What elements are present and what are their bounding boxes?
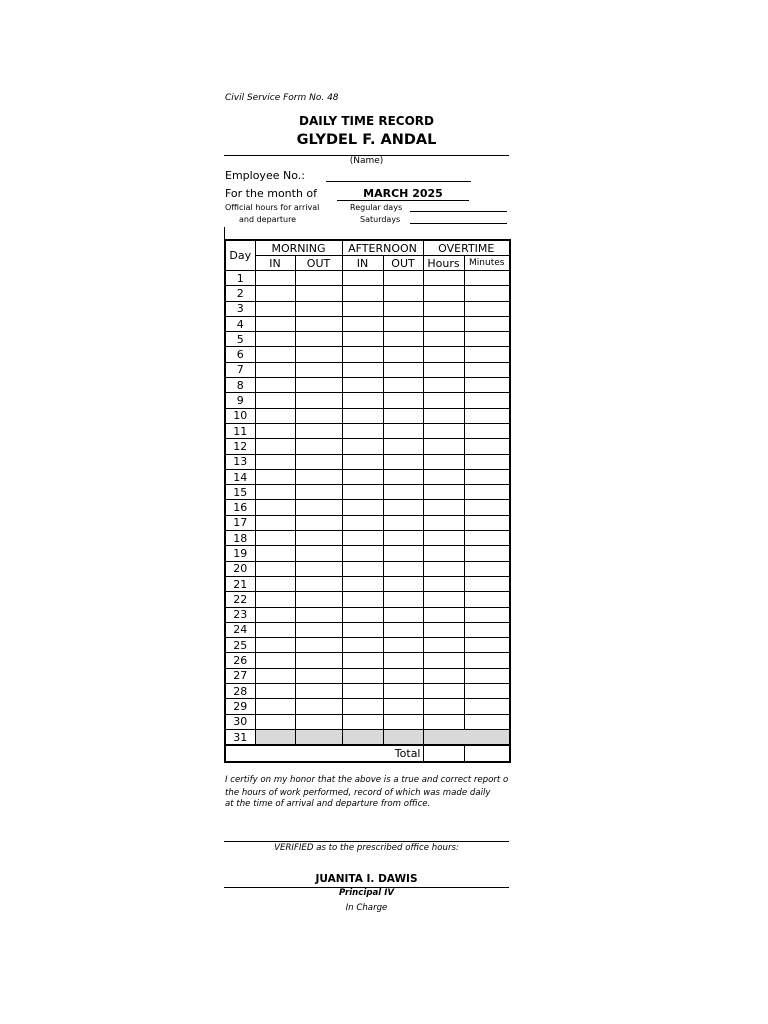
afternoon-in-cell[interactable] (342, 576, 383, 591)
afternoon-in-cell[interactable] (342, 485, 383, 500)
afternoon-out-cell[interactable] (383, 439, 423, 454)
afternoon-in-cell[interactable] (342, 408, 383, 423)
morning-out-cell[interactable] (295, 485, 342, 500)
morning-out-cell[interactable] (295, 378, 342, 393)
afternoon-out-cell[interactable] (383, 638, 423, 653)
day-number: 11 (225, 423, 255, 438)
afternoon-in-cell[interactable] (342, 500, 383, 515)
morning-header: MORNING (255, 240, 342, 256)
table-row (225, 699, 510, 714)
morning-out-cell[interactable] (295, 271, 342, 286)
morning-out-cell[interactable] (295, 729, 342, 745)
month-label: For the month of (225, 187, 318, 200)
overtime-minutes-cell[interactable] (464, 561, 510, 576)
day-number: 1 (225, 271, 255, 286)
day-number: 21 (225, 576, 255, 591)
afternoon-out-cell[interactable] (383, 362, 423, 377)
overtime-hours-cell[interactable] (423, 347, 464, 362)
overtime-hours-cell[interactable] (423, 576, 464, 591)
afternoon-out-cell[interactable] (383, 684, 423, 699)
morning-in-cell[interactable] (255, 622, 295, 637)
afternoon-out-cell[interactable] (383, 576, 423, 591)
afternoon-out-cell[interactable] (383, 347, 423, 362)
overtime-hours-cell[interactable] (423, 592, 464, 607)
table-row (225, 347, 510, 362)
verifier-role: In Charge (345, 903, 388, 913)
morning-out-cell[interactable] (295, 454, 342, 469)
table-row (225, 729, 510, 745)
table-row (225, 653, 510, 668)
day-number: 27 (225, 668, 255, 683)
table-row (225, 469, 510, 484)
total-hours-cell[interactable] (423, 745, 464, 761)
afternoon-header: AFTERNOON (342, 240, 423, 256)
table-row (225, 408, 510, 423)
morning-in-cell[interactable] (255, 485, 295, 500)
morning-in-cell[interactable] (255, 301, 295, 316)
table-row (225, 638, 510, 653)
morning-in-cell[interactable] (255, 531, 295, 546)
overtime-hours-cell[interactable] (423, 362, 464, 377)
overtime-minutes-cell[interactable] (464, 469, 510, 484)
table-row (225, 423, 510, 438)
afternoon-in-cell[interactable] (342, 347, 383, 362)
afternoon-in-cell[interactable] (342, 423, 383, 438)
morning-out-cell[interactable] (295, 439, 342, 454)
overtime-minutes-cell[interactable] (464, 347, 510, 362)
certify-line-2: the hours of work performed, record of which was made daily (225, 788, 491, 798)
afternoon-in-cell[interactable] (342, 607, 383, 622)
afternoon-in-cell[interactable] (342, 439, 383, 454)
morning-in-cell[interactable] (255, 454, 295, 469)
overtime-minutes-cell[interactable] (464, 439, 510, 454)
afternoon-in-cell[interactable] (342, 638, 383, 653)
table-row (225, 515, 510, 530)
morning-in-cell[interactable] (255, 378, 295, 393)
morning-out-header: OUT (295, 256, 342, 271)
morning-in-cell[interactable] (255, 469, 295, 484)
morning-out-cell[interactable] (295, 561, 342, 576)
table-row (225, 485, 510, 500)
afternoon-in-cell[interactable] (342, 393, 383, 408)
morning-out-cell[interactable] (295, 638, 342, 653)
overtime-hours-cell[interactable] (423, 546, 464, 561)
morning-in-cell[interactable] (255, 271, 295, 286)
morning-out-cell[interactable] (295, 515, 342, 530)
verified-text: VERIFIED as to the prescribed office hours: (274, 843, 459, 853)
overtime-hours-cell[interactable] (423, 332, 464, 347)
overtime-hours-cell[interactable] (423, 271, 464, 286)
afternoon-in-cell[interactable] (342, 561, 383, 576)
afternoon-in-cell[interactable] (342, 469, 383, 484)
table-row (225, 500, 510, 515)
table-row (225, 393, 510, 408)
day-number: 19 (225, 546, 255, 561)
table-row (225, 454, 510, 469)
overtime-hours-cell[interactable] (423, 393, 464, 408)
overtime-minutes-cell[interactable] (464, 423, 510, 438)
table-row (225, 576, 510, 591)
overtime-hours-cell[interactable] (423, 531, 464, 546)
afternoon-out-header: OUT (383, 256, 423, 271)
afternoon-out-cell[interactable] (383, 515, 423, 530)
overtime-minutes-cell[interactable] (464, 638, 510, 653)
overtime-hours-cell[interactable] (423, 714, 464, 729)
morning-in-cell[interactable] (255, 347, 295, 362)
morning-in-cell[interactable] (255, 286, 295, 301)
table-row (225, 316, 510, 331)
morning-in-cell[interactable] (255, 607, 295, 622)
afternoon-out-cell[interactable] (383, 592, 423, 607)
table-row (225, 714, 510, 729)
afternoon-out-cell[interactable] (383, 653, 423, 668)
overtime-minutes-cell[interactable] (464, 546, 510, 561)
employee-no-label: Employee No.: (225, 169, 305, 182)
overtime-hours-cell[interactable] (423, 561, 464, 576)
day-number: 13 (225, 454, 255, 469)
overtime-minutes-cell[interactable] (464, 316, 510, 331)
overtime-hours-cell[interactable] (423, 439, 464, 454)
overtime-hours-cell[interactable] (423, 638, 464, 653)
form-number: Civil Service Form No. 48 (225, 93, 339, 103)
certify-line-1: I certify on my honor that the above is a true and correct report o (225, 775, 509, 785)
day-number: 8 (225, 378, 255, 393)
afternoon-out-cell[interactable] (383, 393, 423, 408)
day-number: 5 (225, 332, 255, 347)
afternoon-in-cell[interactable] (342, 714, 383, 729)
name-caption: (Name) (349, 156, 384, 166)
overtime-minutes-cell[interactable] (464, 362, 510, 377)
day-number: 28 (225, 684, 255, 699)
day-number: 30 (225, 714, 255, 729)
afternoon-in-cell[interactable] (342, 546, 383, 561)
morning-in-cell[interactable] (255, 729, 295, 745)
morning-in-cell[interactable] (255, 515, 295, 530)
overtime-minutes-cell[interactable] (464, 500, 510, 515)
afternoon-in-cell[interactable] (342, 271, 383, 286)
morning-in-cell[interactable] (255, 592, 295, 607)
verifier-name: JUANITA I. DAWIS (315, 873, 418, 885)
afternoon-out-cell[interactable] (383, 301, 423, 316)
regular-days-label: Regular days (350, 203, 403, 212)
overtime-hours-cell[interactable] (423, 469, 464, 484)
morning-out-cell[interactable] (295, 699, 342, 714)
afternoon-in-cell[interactable] (342, 668, 383, 683)
morning-out-cell[interactable] (295, 408, 342, 423)
morning-out-cell[interactable] (295, 393, 342, 408)
overtime-minutes-cell[interactable] (464, 332, 510, 347)
overtime-hours-cell[interactable] (423, 653, 464, 668)
morning-out-cell[interactable] (295, 301, 342, 316)
afternoon-in-cell[interactable] (342, 362, 383, 377)
morning-out-cell[interactable] (295, 668, 342, 683)
day-number: 2 (225, 286, 255, 301)
afternoon-out-cell[interactable] (383, 469, 423, 484)
official-hours-label-2: and departure (239, 215, 297, 224)
overtime-minutes-cell[interactable] (464, 393, 510, 408)
morning-in-cell[interactable] (255, 561, 295, 576)
morning-in-cell[interactable] (255, 638, 295, 653)
table-row (225, 546, 510, 561)
form-title: DAILY TIME RECORD (299, 114, 434, 128)
afternoon-in-cell[interactable] (342, 684, 383, 699)
afternoon-out-cell[interactable] (383, 531, 423, 546)
overtime-minutes-cell[interactable] (464, 714, 510, 729)
regular-days-field (410, 211, 507, 212)
afternoon-out-cell[interactable] (383, 316, 423, 331)
day-number: 17 (225, 515, 255, 530)
afternoon-in-cell[interactable] (342, 699, 383, 714)
overtime-hours-cell[interactable] (423, 515, 464, 530)
overtime-hours-cell[interactable] (423, 286, 464, 301)
overtime-minutes-cell[interactable] (464, 668, 510, 683)
morning-in-cell[interactable] (255, 653, 295, 668)
day-number: 25 (225, 638, 255, 653)
afternoon-out-cell[interactable] (383, 271, 423, 286)
afternoon-in-cell[interactable] (342, 622, 383, 637)
afternoon-in-cell[interactable] (342, 286, 383, 301)
day-number: 26 (225, 653, 255, 668)
morning-out-cell[interactable] (295, 714, 342, 729)
morning-in-cell[interactable] (255, 316, 295, 331)
overtime-minutes-cell[interactable] (464, 378, 510, 393)
overtime-minutes-cell[interactable] (464, 454, 510, 469)
morning-out-cell[interactable] (295, 469, 342, 484)
day-number: 10 (225, 408, 255, 423)
overtime-minutes-cell[interactable] (464, 576, 510, 591)
morning-out-cell[interactable] (295, 684, 342, 699)
overtime-minutes-cell[interactable] (464, 622, 510, 637)
overtime-hours-cell[interactable] (423, 485, 464, 500)
day-number: 6 (225, 347, 255, 362)
day-number: 14 (225, 469, 255, 484)
day-number: 7 (225, 362, 255, 377)
afternoon-in-cell[interactable] (342, 653, 383, 668)
month-value: MARCH 2025 (363, 187, 443, 200)
afternoon-out-cell[interactable] (383, 500, 423, 515)
morning-out-cell[interactable] (295, 622, 342, 637)
overtime-minutes-cell[interactable] (464, 286, 510, 301)
overtime-minutes-cell[interactable] (464, 653, 510, 668)
day-number: 9 (225, 393, 255, 408)
overtime-minutes-cell[interactable] (464, 699, 510, 714)
day-number: 3 (225, 301, 255, 316)
afternoon-out-cell[interactable] (383, 622, 423, 637)
morning-out-cell[interactable] (295, 653, 342, 668)
morning-in-header: IN (255, 256, 295, 271)
table-row (225, 684, 510, 699)
overtime-minutes-header: Minutes (464, 256, 510, 271)
afternoon-out-cell[interactable] (383, 546, 423, 561)
overtime-hours-cell[interactable] (423, 378, 464, 393)
overtime-header: OVERTIME (423, 240, 510, 256)
morning-in-cell[interactable] (255, 332, 295, 347)
morning-out-cell[interactable] (295, 576, 342, 591)
morning-in-cell[interactable] (255, 684, 295, 699)
overtime-hours-cell[interactable] (423, 301, 464, 316)
morning-out-cell[interactable] (295, 546, 342, 561)
afternoon-out-cell[interactable] (383, 607, 423, 622)
overtime-minutes-cell[interactable] (464, 607, 510, 622)
overtime-cell[interactable] (423, 729, 510, 745)
overtime-minutes-cell[interactable] (464, 684, 510, 699)
employee-name: GLYDEL F. ANDAL (296, 132, 437, 148)
day-number: 15 (225, 485, 255, 500)
table-row (225, 561, 510, 576)
afternoon-in-cell[interactable] (342, 332, 383, 347)
afternoon-in-cell[interactable] (342, 531, 383, 546)
morning-out-cell[interactable] (295, 316, 342, 331)
afternoon-out-cell[interactable] (383, 561, 423, 576)
morning-out-cell[interactable] (295, 531, 342, 546)
morning-in-cell[interactable] (255, 714, 295, 729)
table-row (225, 607, 510, 622)
afternoon-in-cell[interactable] (342, 592, 383, 607)
time-record-table (224, 239, 511, 763)
overtime-hours-cell[interactable] (423, 500, 464, 515)
morning-out-cell[interactable] (295, 286, 342, 301)
afternoon-out-cell[interactable] (383, 423, 423, 438)
day-number: 31 (225, 729, 255, 745)
day-number: 4 (225, 316, 255, 331)
day-number: 24 (225, 622, 255, 637)
morning-in-cell[interactable] (255, 576, 295, 591)
afternoon-out-cell[interactable] (383, 454, 423, 469)
overtime-minutes-cell[interactable] (464, 485, 510, 500)
afternoon-in-cell[interactable] (342, 515, 383, 530)
morning-out-cell[interactable] (295, 500, 342, 515)
afternoon-in-header: IN (342, 256, 383, 271)
table-row (225, 592, 510, 607)
total-minutes-cell[interactable] (464, 745, 510, 761)
afternoon-in-cell[interactable] (342, 378, 383, 393)
overtime-hours-cell[interactable] (423, 408, 464, 423)
table-row (225, 622, 510, 637)
overtime-hours-cell[interactable] (423, 423, 464, 438)
afternoon-out-cell[interactable] (383, 699, 423, 714)
afternoon-out-cell[interactable] (383, 332, 423, 347)
morning-out-cell[interactable] (295, 347, 342, 362)
morning-out-cell[interactable] (295, 423, 342, 438)
overtime-minutes-cell[interactable] (464, 408, 510, 423)
overtime-minutes-cell[interactable] (464, 301, 510, 316)
certify-line-3: at the time of arrival and departure from office. (225, 799, 431, 809)
day-number: 22 (225, 592, 255, 607)
table-row (225, 378, 510, 393)
day-number: 16 (225, 500, 255, 515)
overtime-minutes-cell[interactable] (464, 271, 510, 286)
afternoon-in-cell[interactable] (342, 729, 383, 745)
overtime-minutes-cell[interactable] (464, 515, 510, 530)
afternoon-out-cell[interactable] (383, 286, 423, 301)
morning-in-cell[interactable] (255, 546, 295, 561)
verifier-position: Principal IV (338, 888, 395, 898)
morning-in-cell[interactable] (255, 362, 295, 377)
overtime-hours-header: Hours (423, 256, 464, 271)
morning-in-cell[interactable] (255, 439, 295, 454)
overtime-hours-cell[interactable] (423, 316, 464, 331)
table-row (225, 301, 510, 316)
table-row (225, 531, 510, 546)
day-number: 20 (225, 561, 255, 576)
overtime-hours-cell[interactable] (423, 622, 464, 637)
left-tick (224, 227, 225, 239)
day-number: 29 (225, 699, 255, 714)
morning-in-cell[interactable] (255, 393, 295, 408)
afternoon-in-cell[interactable] (342, 454, 383, 469)
total-label: Total (225, 745, 423, 761)
morning-out-cell[interactable] (295, 592, 342, 607)
afternoon-in-cell[interactable] (342, 301, 383, 316)
overtime-hours-cell[interactable] (423, 454, 464, 469)
morning-out-cell[interactable] (295, 362, 342, 377)
overtime-hours-cell[interactable] (423, 668, 464, 683)
day-header: Day (225, 240, 255, 271)
employee-no-field (326, 181, 471, 182)
morning-in-cell[interactable] (255, 668, 295, 683)
overtime-hours-cell[interactable] (423, 684, 464, 699)
day-number: 18 (225, 531, 255, 546)
day-number: 23 (225, 607, 255, 622)
afternoon-out-cell[interactable] (383, 408, 423, 423)
afternoon-in-cell[interactable] (342, 316, 383, 331)
total-row (225, 745, 510, 761)
saturdays-label: Saturdays (360, 215, 401, 224)
overtime-hours-cell[interactable] (423, 699, 464, 714)
afternoon-out-cell[interactable] (383, 485, 423, 500)
month-underline (337, 200, 469, 201)
morning-out-cell[interactable] (295, 332, 342, 347)
afternoon-out-cell[interactable] (383, 729, 423, 745)
afternoon-out-cell[interactable] (383, 668, 423, 683)
official-hours-label-1: Official hours for arrival (225, 203, 320, 212)
employee-signature-line (224, 841, 509, 842)
overtime-hours-cell[interactable] (423, 607, 464, 622)
table-row (225, 332, 510, 347)
saturdays-field (410, 223, 507, 224)
table-row (225, 362, 510, 377)
morning-in-cell[interactable] (255, 699, 295, 714)
afternoon-out-cell[interactable] (383, 378, 423, 393)
afternoon-out-cell[interactable] (383, 714, 423, 729)
table-row (225, 439, 510, 454)
overtime-minutes-cell[interactable] (464, 592, 510, 607)
morning-in-cell[interactable] (255, 408, 295, 423)
morning-in-cell[interactable] (255, 500, 295, 515)
morning-in-cell[interactable] (255, 423, 295, 438)
table-row (225, 286, 510, 301)
overtime-minutes-cell[interactable] (464, 531, 510, 546)
table-row (225, 271, 510, 286)
table-row (225, 668, 510, 683)
morning-out-cell[interactable] (295, 607, 342, 622)
day-number: 12 (225, 439, 255, 454)
